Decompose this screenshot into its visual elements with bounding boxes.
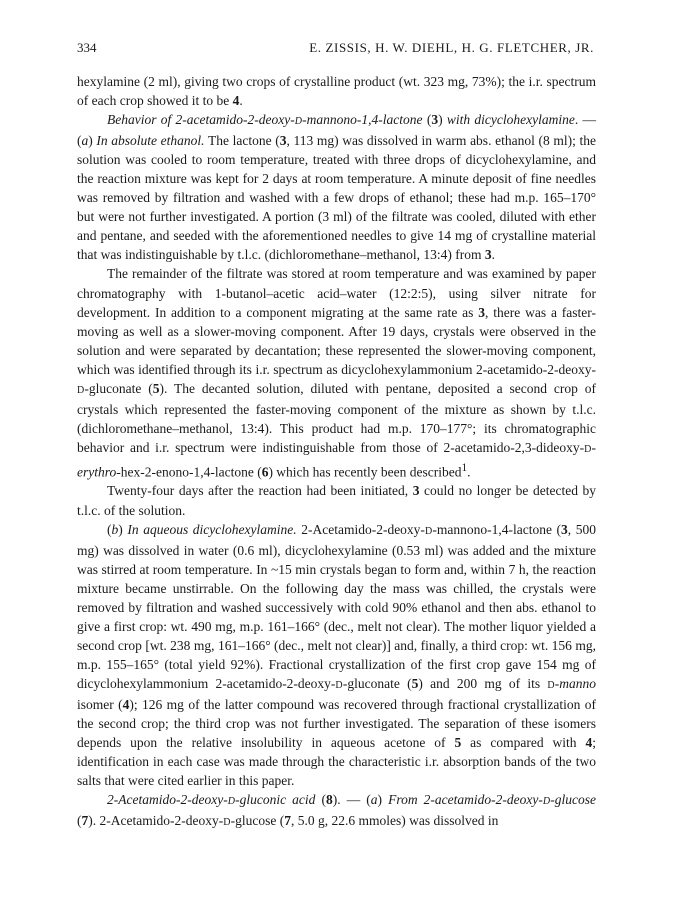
subsection-heading: In aqueous dicyclohexylamine. bbox=[127, 521, 297, 537]
text: 2-Acetamido-2-deoxy- bbox=[296, 521, 425, 537]
subsection-letter: a bbox=[370, 792, 378, 808]
text: The lactone ( bbox=[204, 133, 280, 149]
small-cap-d: D bbox=[542, 796, 551, 808]
text: - bbox=[591, 439, 596, 455]
paragraph-6 bbox=[77, 790, 596, 832]
heading-text: Behavior of 2-acetamido-2-deoxy- bbox=[107, 112, 295, 128]
text: . bbox=[467, 464, 471, 480]
text: . bbox=[491, 247, 496, 263]
paragraph-1 bbox=[77, 72, 596, 110]
text: hexylamine (2 ml), giving two crops of crystalline product (wt. 323 mg, 73%); the i.r. spectrum of each crop showed it to be bbox=[77, 74, 596, 109]
compound-ref: 4 bbox=[122, 697, 130, 712]
compound-ref: 4 bbox=[585, 735, 593, 751]
compound-ref: 3 bbox=[478, 304, 486, 320]
heading-text: -gluconic acid bbox=[235, 792, 316, 808]
text: ) bbox=[377, 792, 389, 808]
text: The remainder of the filtrate was stored at room temperature and was examined by paper chromatography with 1-butanol–acetic acid–water (12:2:5), using silver nitrate for development. In addition to a component migrating at the same rate as bbox=[77, 266, 596, 320]
text: ( bbox=[315, 792, 326, 808]
text: ). The decanted solution, diluted with pentane, deposited a second crop of crystals which represented the faster-moving component of the mixture as shown by t.l.c. (dichloromethane–methanol, 13:4). This product had m.p. 170–177°; its chromatographic behavior and i.r. spectrum were indistinguishable from those of 2-acetamido-2,3-dideoxy- bbox=[77, 380, 597, 455]
text: ); 126 mg of the latter compound was recovered through fractional crystallization of the second crop; the third crop was not further investigated. The separation of these isomers depends upon the relative insolubility in aqueous acetone of bbox=[77, 697, 596, 751]
compound-ref: 3 bbox=[431, 112, 439, 128]
small-cap-d: D bbox=[223, 817, 231, 829]
text: as compared with bbox=[461, 735, 586, 751]
small-cap-d: D bbox=[335, 679, 343, 691]
subsection-heading: In absolute ethanol. bbox=[96, 133, 205, 149]
text: ) and 200 mg of its bbox=[418, 675, 548, 691]
small-cap-d: D bbox=[77, 384, 85, 396]
compound-ref: 4 bbox=[232, 93, 240, 109]
text: ) bbox=[118, 521, 128, 537]
running-head-authors: E. ZISSIS, H. W. DIEHL, H. G. FLETCHER, JR. bbox=[309, 40, 594, 55]
text: ) bbox=[438, 112, 447, 128]
text: -glucose ( bbox=[230, 813, 285, 829]
text: , 5.0 g, 22.6 mmoles) was dissolved in bbox=[290, 813, 499, 829]
paragraph-4 bbox=[77, 481, 596, 519]
paragraph-2 bbox=[77, 110, 596, 264]
compound-ref: 3 bbox=[412, 483, 420, 499]
italic-prefix: erythro bbox=[77, 464, 117, 480]
text: ( bbox=[107, 521, 112, 537]
subsection-heading bbox=[388, 792, 596, 807]
text: - bbox=[554, 675, 560, 691]
text: , there was a faster-moving as well as a slower-moving component. After 19 days, crystals were observed in the solution and were separated by decantation; these represented the slower-moving component, which was identified through its i.r. spectrum as dicyclohexylammonium 2-acetamido-2-deoxy- bbox=[77, 304, 596, 377]
text: isomer ( bbox=[77, 697, 123, 712]
heading-text: 2-Acetamido-2-deoxy- bbox=[107, 792, 228, 808]
reference-superscript: 1 bbox=[461, 461, 468, 474]
text: ) bbox=[88, 133, 97, 149]
text: , 113 mg) was dissolved in warm abs. ethanol (8 ml); the solution was cooled to room temperature, treated with three drops of dicyclohexylamine, and the reaction mixture was kept for 2 days at room temperature. A minute deposit of fine needles was removed by filtration and washed with a few drops of ethanol; these had m.p. 165–170° but were not further investigated. A portion (3 ml) of the filtrate was cooled, diluted with ether and pentane, and seeded with the aforementioned needles to give 14 mg of crystalline material that was indistinguishable by t.l.c. (dichloromethane–methanol, 13:4) from bbox=[77, 133, 596, 263]
compound-ref: 8 bbox=[326, 792, 333, 808]
small-cap-d: D bbox=[584, 443, 592, 455]
heading-text: -mannono-1,4-lactone bbox=[302, 112, 423, 128]
compound-ref: 7 bbox=[81, 813, 89, 829]
page-number: 334 bbox=[77, 40, 97, 55]
paragraph-3 bbox=[77, 264, 596, 481]
compound-ref: 5 bbox=[454, 735, 462, 751]
text: Twenty-four days after the reaction had been initiated, bbox=[107, 483, 413, 499]
heading-text: -glucose bbox=[550, 792, 597, 808]
compound-ref: 5 bbox=[152, 380, 160, 396]
compound-ref: 6 bbox=[261, 464, 269, 480]
heading-text: From 2-acetamido-2-deoxy- bbox=[388, 792, 543, 808]
paragraph-5 bbox=[77, 520, 596, 791]
text: ). 2-Acetamido-2-deoxy- bbox=[88, 813, 224, 829]
compound-ref: 3 bbox=[484, 247, 492, 263]
compound-ref: 3 bbox=[279, 133, 287, 149]
text: could no longer be detected by t.l.c. of the solution. bbox=[77, 483, 596, 518]
small-cap-d: D bbox=[227, 796, 236, 808]
text: ( bbox=[77, 813, 82, 829]
text: -gluconate ( bbox=[84, 380, 153, 396]
compound-ref: 7 bbox=[284, 813, 291, 829]
body-text bbox=[77, 72, 596, 832]
text: -mannono-1,4-lactone ( bbox=[432, 521, 562, 537]
text: ) which has recently been described bbox=[268, 464, 462, 480]
text: -gluconate ( bbox=[342, 675, 412, 691]
italic-prefix: manno bbox=[559, 675, 597, 691]
heading-text: with dicyclohexylamine bbox=[446, 112, 575, 128]
text: ; identification in each case was made through the characteristic i.r. absorption bands of the two salts that were cited earlier in this paper. bbox=[77, 735, 597, 789]
small-cap-d: D bbox=[294, 116, 303, 128]
small-cap-d: D bbox=[424, 525, 433, 537]
text: . — ( bbox=[77, 112, 597, 149]
small-cap-d: D bbox=[547, 679, 555, 691]
text: ( bbox=[422, 112, 432, 128]
text: , 500 mg) was dissolved in water (0.6 ml), dicyclohexylamine (0.53 ml) was added and the mixture was stirred at room temperature. In ~15 min crystals began to form and, within 7 h, the reaction mixture became unstirrable. On the following day the mass was chilled, the crystals were removed by filtration and washed successively with cold 90% ethanol and then abs. ethanol to give a first crop: wt. 490 mg, m.p. 161–166° (dec., melt not clear). The mother liquor yielded a second crop [wt. 238 mg, 161–166° (dec., melt not clear)] and, finally, a third crop: wt. 156 mg, m.p. 155–165° (total yield 92%). Fractional crystallization of the first crop gave 154 mg of dicyclohexylammonium 2-acetamido-2-deoxy- bbox=[77, 521, 597, 691]
compound-ref: 5 bbox=[411, 675, 419, 691]
text: . bbox=[239, 93, 243, 109]
section-heading bbox=[107, 792, 315, 807]
running-header bbox=[77, 40, 594, 58]
subsection-letter: b bbox=[111, 521, 119, 537]
section-heading bbox=[107, 112, 423, 127]
subsection-letter: a bbox=[81, 133, 89, 149]
text: -hex-2-enono-1,4-lactone ( bbox=[116, 464, 262, 480]
compound-ref: 3 bbox=[561, 521, 568, 537]
text: ). — ( bbox=[332, 792, 371, 808]
